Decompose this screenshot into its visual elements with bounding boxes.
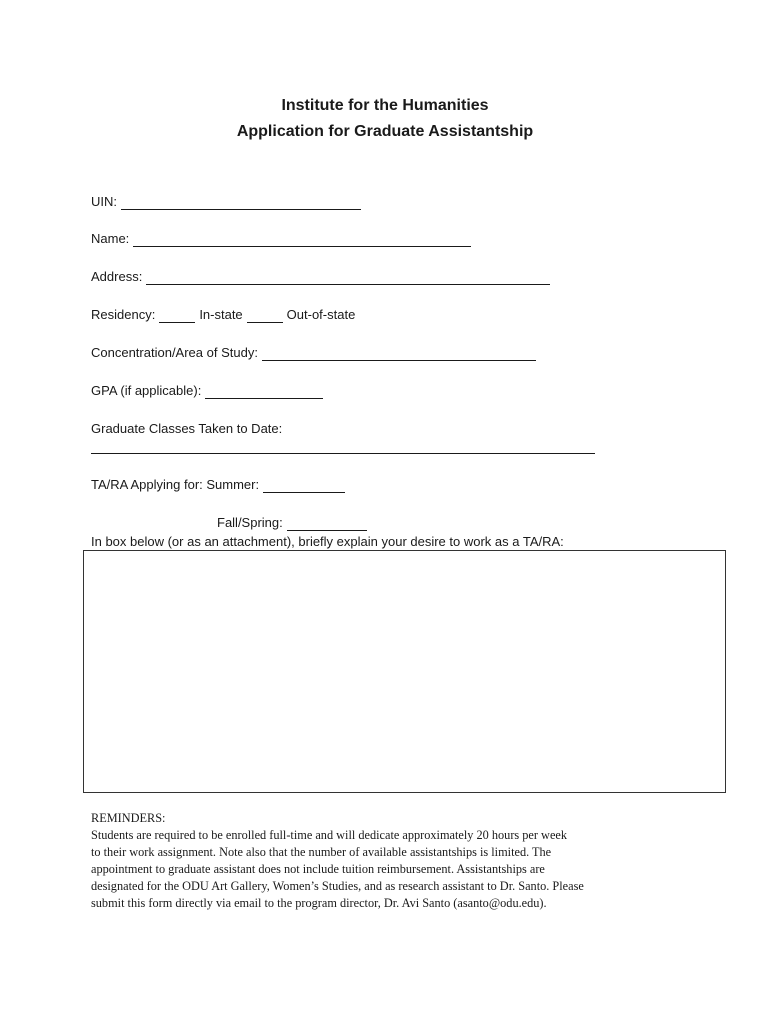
name-row (91, 231, 471, 247)
tara-row (91, 477, 345, 493)
reminders-line: designated for the ODU Art Gallery, Women’s Studies, and as research assistant to Dr. Santo. Please (91, 879, 584, 893)
name-field[interactable] (133, 234, 471, 247)
reminders-section (91, 810, 691, 912)
fallspring-row (217, 515, 367, 531)
essay-textbox[interactable] (83, 550, 726, 793)
reminders-line: appointment to graduate assistant does not include tuition reimbursement. Assistantships are (91, 862, 545, 876)
classes-row (91, 421, 282, 437)
uin-field[interactable] (121, 197, 361, 210)
in-state-blank[interactable] (159, 310, 195, 323)
uin-row (91, 194, 361, 210)
in-state-label: In-state (199, 307, 243, 322)
reminders-line: to their work assignment. Note also that the number of available assistantships is limited. The (91, 845, 552, 859)
form-subtitle: Application for Graduate Assistantship (236, 123, 534, 140)
concentration-row (91, 345, 536, 361)
address-label: Address: (91, 269, 143, 284)
address-row (91, 269, 550, 285)
fallspring-field[interactable] (287, 518, 367, 531)
reminders-line: Students are required to be enrolled full-time and will dedicate approximately 20 hours per week (91, 828, 568, 842)
form-title: Institute for the Humanities (281, 97, 489, 114)
classes-label: Graduate Classes Taken to Date: (91, 421, 283, 436)
out-of-state-label: Out-of-state (286, 307, 356, 322)
classes-field[interactable] (91, 453, 595, 454)
uin-label: UIN: (91, 194, 117, 209)
summer-field[interactable] (263, 480, 345, 493)
residency-row (91, 307, 355, 323)
reminders-line: submit this form directly via email to the program director, Dr. Avi Santo (asanto@odu.edu). (91, 896, 547, 910)
gpa-row (91, 383, 323, 399)
gpa-label: GPA (if applicable): (91, 383, 202, 398)
concentration-field[interactable] (262, 348, 536, 361)
essay-prompt: In box below (or as an attachment), briefly explain your desire to work as a TA/RA: (91, 534, 564, 549)
out-of-state-blank[interactable] (247, 310, 283, 323)
residency-label: Residency: (91, 307, 156, 322)
reminders-heading: REMINDERS: (91, 811, 166, 825)
concentration-label: Concentration/Area of Study: (91, 345, 258, 360)
tara-summer-label: TA/RA Applying for: Summer: (91, 477, 260, 492)
name-label: Name: (91, 231, 130, 246)
address-field[interactable] (146, 272, 550, 285)
gpa-field[interactable] (205, 386, 323, 399)
fallspring-label: Fall/Spring: (217, 515, 283, 530)
